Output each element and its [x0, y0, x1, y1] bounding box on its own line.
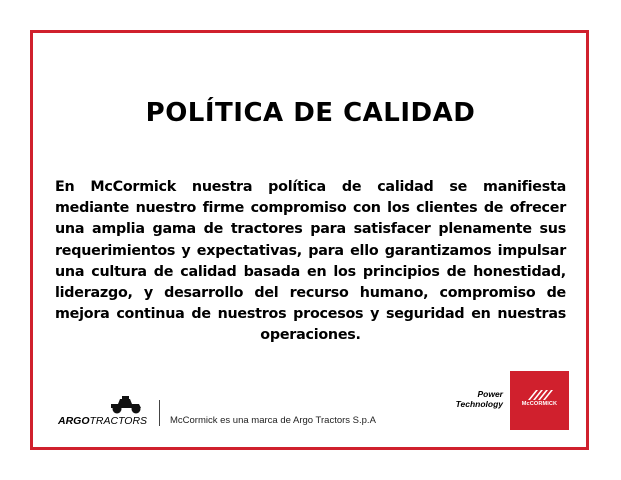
tractor-icon	[108, 396, 144, 414]
mccormick-stripes-icon	[526, 386, 554, 402]
technology-line: Technology	[455, 399, 503, 409]
argo-tractors-logo	[58, 396, 154, 430]
power-line: Power	[477, 389, 503, 399]
page-title: POLÍTICA DE CALIDAD	[145, 98, 476, 128]
mccormick-wordmark: McCORMICK	[521, 401, 558, 407]
mccormick-logo	[510, 371, 569, 430]
power-technology-tagline	[456, 389, 503, 409]
footer-divider	[159, 400, 160, 426]
policy-paragraph: En McCormick nuestra política de calidad se manifiesta mediante nuestro firme compromiso con los clientes de ofrecer una amplia gama de tractores para satisfacer plenamente sus requerimientos y expectativas, para ello garantizamos impulsar una cultura de calidad basada en los principios de honestidad, liderazgo, y desarrollo del recurso humano, compromiso de mejora continua de nuestros procesos y seguridad en nuestras operaciones.	[55, 179, 566, 344]
argo-tractors-wordmark: ARGOTRACTORS	[58, 415, 148, 427]
brand-ownership-note: McCormick es una marca de Argo Tractors S.p.A	[170, 415, 376, 426]
